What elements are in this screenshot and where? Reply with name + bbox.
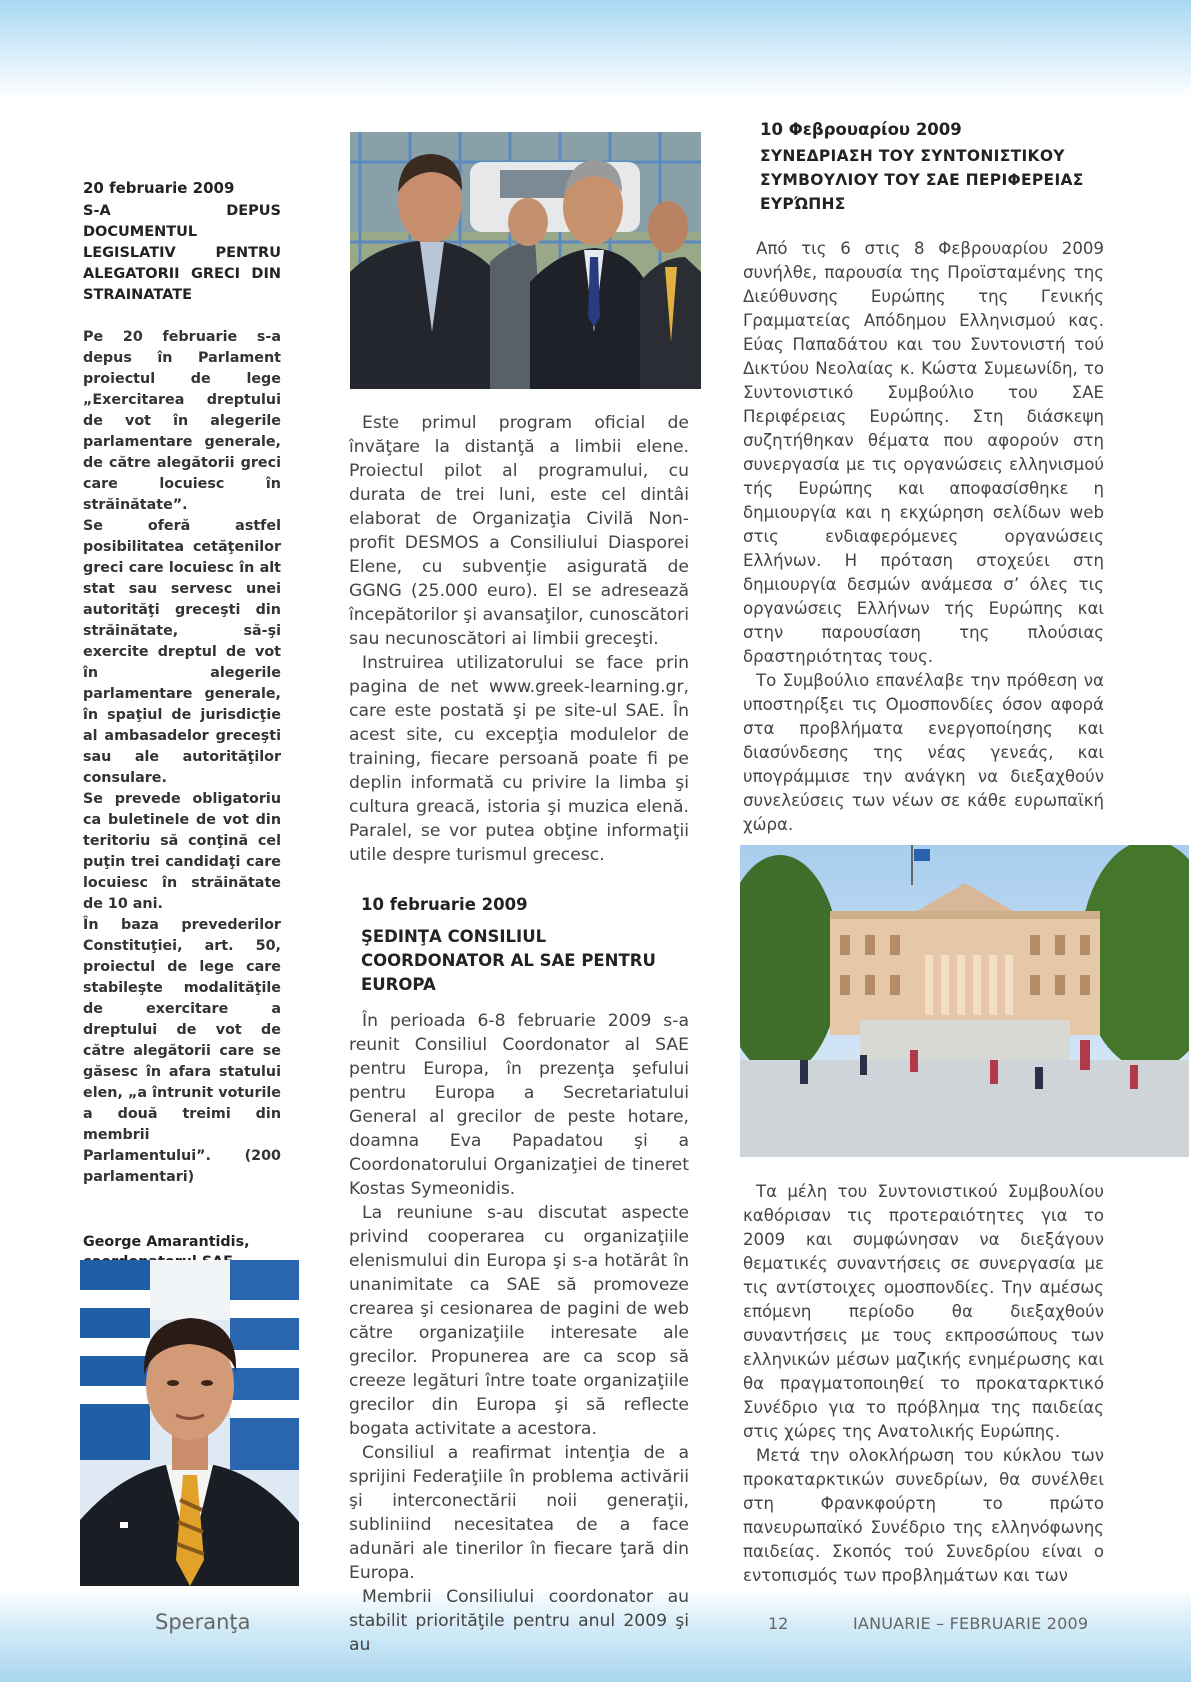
paragraph: Pe 20 februarie s-a depus în Parlament proiectul de lege „Exercitarea dreptului de vot în alegerile parlamentare generale, de către alegătorii greci care locuiesc în străinătate”.: [83, 329, 281, 513]
article-title: S-A DEPUS DOCUMENTUL LEGISLATIV PENTRU ALEGATORII GRECI DIN STRAINATATE: [83, 203, 281, 303]
paragraph: Instruirea utilizatorului se face prin pagina de net www.greek-learning.gr, care este postată şi pe site-ul SAE. În acest site, cu excepţia modulelor de training, fiecare persoană poate fi pe deplin informată cu privire la limba şi cultura greacă, istoria şi muzica elenă. Paralel, se vor putea obţine informaţii utile despre turismul grecesc.: [349, 653, 689, 865]
greek-article-title: ΣΥΝΕΔΡΙΑΣΗ ΤΟΥ ΣΥΝΤΟΝΙΣΤΙΚΟΥ ΣΥΜΒΟΥΛΙΟΥ ΤΟΥ ΣΑΕ ΠΕΡΙΦΕΡΕΙΑΣ ΕΥΡΏΠΗΣ: [760, 147, 1084, 213]
column-middle: [349, 411, 689, 1657]
paragraph: Consiliul a reafirmat intenţia de a sprijini Federaţiile în problema activării şi interconectării noii generaţii, subliniind necesitatea de a face adunări ale tinerilor în fiecare ţară din Europa.: [349, 1443, 689, 1583]
header-band: [0, 0, 1191, 100]
intro-body: [349, 411, 689, 867]
column-left: [83, 178, 281, 1349]
article-date: 20 februarie 2009: [83, 179, 235, 197]
issue-date: IANUARIE – FEBRUARIE 2009: [853, 1614, 1089, 1633]
paragraph: Μετά την ολοκλήρωση του κύκλου των προκαταρκτικών συνεδρίων, θα συνέλθει στη Φρανκφούρτη το πρώτο πανευρωπαϊκό Συνέδριο της ελληνόφωνης παιδείας. Σκοπός τού Συνεδρίου είναι ο εντοπισμός των προβλημάτων και των: [743, 1446, 1104, 1585]
column-right: [743, 118, 1104, 837]
author-name: George Amarantidis,: [83, 1234, 250, 1250]
paragraph: La reuniune s-au discutat aspecte privind cooperarea cu organizaţiile elenismului din Europa şi s-a hotărât în unanimitate ca SAE să promoveze crearea şi cesionarea de pagini de web către organizaţiile interesate ale grecilor. Propunerea are ca scop să creeze legături între toate organizaţiile grecilor din Europa şi să reflecte bogata activitate a acestora.: [349, 1203, 689, 1439]
greek-article-body: [743, 237, 1104, 837]
paragraph: În baza prevederilor Constituţiei, art. 50, proiectul de lege care stabileşte modalităţile de exercitare a dreptului de vot de către alegătorii care se găsesc în afara statului elen, „a întrunit voturile a două treimi din membrii Parlamentului”. (200 parlamentari): [83, 917, 281, 1185]
publication-name: Speranţa: [155, 1610, 251, 1634]
page-number: 12: [768, 1614, 789, 1633]
paragraph: În perioada 6-8 februarie 2009 s-a reunit Consiliul Coordonator al SAE pentru Europa, în prezenţa şefului pentru Europa a Secretariatului General al grecilor de peste hotare, doamna Eva Papadatou şi a Coordonatorului Organizaţiei de tineret Kostas Symeonidis.: [349, 1011, 689, 1199]
column-right-continued: [743, 1180, 1104, 1588]
paragraph: Se prevede obligatoriu ca buletinele de vot din teritoriu să conţină cel puţin trei candidaţi care locuiesc în străinătate de 10 ani.: [83, 791, 281, 912]
greek-article-body-continued: [743, 1180, 1104, 1588]
section-date: 10 februarie 2009: [361, 895, 528, 914]
group-photo: [350, 132, 701, 389]
parliament-photo: [740, 845, 1189, 1157]
author-portrait-photo: [80, 1260, 299, 1586]
section-body: [349, 1009, 689, 1657]
paragraph: Τα μέλη του Συντονιστικού Συμβουλίου καθόρισαν τις προτεραιότητες για το 2009 και συμφώνησαν να διεξάγουν θεματικές συναντήσεις σε συνεργασία με τις αντίστοιχες ομοσπονδίες. Την αμέσως επόμενη περίοδο θα διεξαχθούν συναντήσεις με τους εκπροσώπους των ελληνικών μέσων μαζικής ενημέρωσης και θα πραγματοποιηθεί το προκαταρκτικό Συνέδριο για το πρόβλημα της παιδείας στις χώρες της Ανατολικής Ευρώπης.: [743, 1182, 1104, 1441]
section-title: ŞEDINŢA CONSILIUL COORDONATOR AL SAE PENTRU EUROPA: [361, 927, 656, 994]
section-meeting: [349, 893, 689, 1657]
paragraph: Από τις 6 στις 8 Φεβρουαρίου 2009 συνήλθε, παρουσία της Προϊσταμένης της Διεύθυνσης Ευρώπης της Γενικής Γραμματείας Απόδημου Ελληνισμού κας. Εύας Παπαδάτου και του Συντονιστή τού Δικτύου Νεολαίας κ. Κώστα Συμεωνίδη, το Συντονιστικό Συμβούλιο του ΣΑΕ Περιφέρειας Ευρώπης. Στη διάσκεψη συζητήθηκαν θέματα που αφορούν στη συνεργασία με τις οργανώσεις ελληνισμού τής Ευρώπης και αποφασίσθηκε η δημιουργία και η εκχώρηση σελίδων web στις ενδιαφερόμενες οργανώσεις Ελλήνων. Η πρόταση στοχεύει στη δημιουργία δεσμών ανάμεσα σ’ όλες τις οργανώσεις Ελλήνων τής Ευρώπης και στην παρουσίαση της πλούσιας δραστηριότητας τους.: [743, 239, 1104, 666]
paragraph: Este primul program oficial de învăţare la distanţă a limbii elene. Proiectul pilot al programului, cu durata de trei luni, este cel dintâi elaborat de Organizaţia Civilă Non-profit DESMOS a Consiliului Diasporei Elene, cu subvenţie asigurată de GGNG (25.000 euro). El se adresează începătorilor şi avansaţilor, cunoscători sau necunoscători ai limbii greceşti.: [349, 413, 689, 649]
paragraph: Το Συμβούλιο επανέλαβε την πρόθεση να υποστηρίξει τις Ομοσπονδίες όσον αφορά στα προβλήματα ενεργοποίησης και διασύνδεσης της νέας γενεάς, και υπογράμμισε την ανάγκη να διεξαχθούν συνελεύσεις των νέων σε κάθε ευρωπαϊκή χώρα.: [743, 671, 1104, 834]
greek-article-date: 10 Φεβρουαρίου 2009: [760, 120, 962, 139]
paragraph: Se oferă astfel posibilitatea cetăţenilor greci care locuiesc în alt stat sau servesc unei autorităţi greceşti din străinătate, să-şi exercite dreptul de vot în alegerile parlamentare generale, în spaţiul de jurisdicţie al ambasadelor greceşti sau ale autorităţilor consulare.: [83, 518, 281, 786]
article-body: [83, 327, 281, 1188]
paragraph: Membrii Consiliului coordonator au stabilit priorităţile pentru anul 2009 şi au: [349, 1587, 689, 1655]
